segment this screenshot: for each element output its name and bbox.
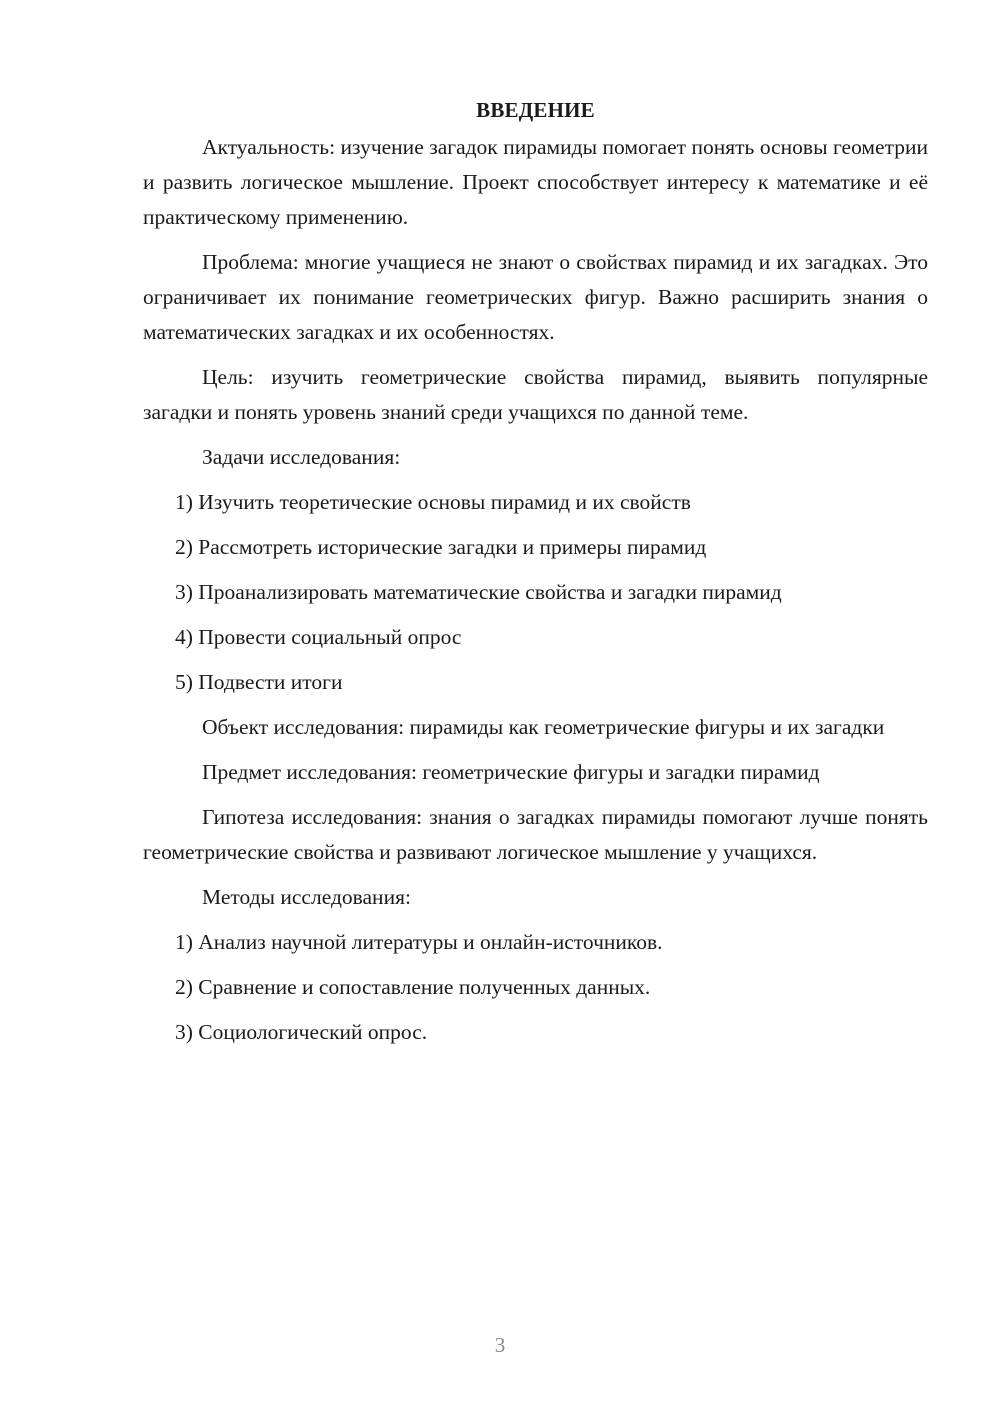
- task-item: 2) Рассмотреть исторические загадки и примеры пирамид: [175, 535, 707, 559]
- task-item: 4) Провести социальный опрос: [175, 625, 462, 649]
- method-item: 1) Анализ научной литературы и онлайн-источников.: [175, 930, 663, 954]
- tasks-list: [143, 485, 928, 700]
- page-title: ВВЕДЕНИЕ: [476, 98, 595, 122]
- goal-paragraph: Цель: изучить геометрические свойства пирамид, выявить популярные загадки и понять уровень знаний среди учащихся по данной теме.: [143, 365, 928, 424]
- task-item: 5) Подвести итоги: [175, 670, 343, 694]
- task-item: 1) Изучить теоретические основы пирамид и их свойств: [175, 490, 691, 514]
- subject-paragraph: Предмет исследования: геометрические фигуры и загадки пирамид: [202, 760, 820, 784]
- task-item: 3) Проанализировать математические свойства и загадки пирамид: [175, 580, 782, 604]
- methods-heading: Методы исследования:: [202, 885, 411, 909]
- relevance-paragraph: Актуальность: изучение загадок пирамиды помогает понять основы геометрии и развить логическое мышление. Проект способствует интересу к математике и её практическому применению.: [143, 135, 928, 229]
- hypothesis-paragraph: Гипотеза исследования: знания о загадках пирамиды помогают лучше понять геометрические свойства и развивают логическое мышление у учащихся.: [143, 805, 928, 864]
- document-page: [143, 92, 928, 1060]
- method-item: 3) Социологический опрос.: [175, 1020, 428, 1044]
- page-number: 3: [494, 1333, 506, 1357]
- problem-paragraph: Проблема: многие учащиеся не знают о свойствах пирамид и их загадках. Это ограничивает их понимание геометрических фигур. Важно расширить знания о математических загадках и их особенностях.: [143, 250, 928, 344]
- tasks-heading: Задачи исследования:: [202, 445, 401, 469]
- object-paragraph: Объект исследования: пирамиды как геометрические фигуры и их загадки: [202, 715, 885, 739]
- method-item: 2) Сравнение и сопоставление полученных данных.: [175, 975, 651, 999]
- methods-list: [143, 925, 928, 1050]
